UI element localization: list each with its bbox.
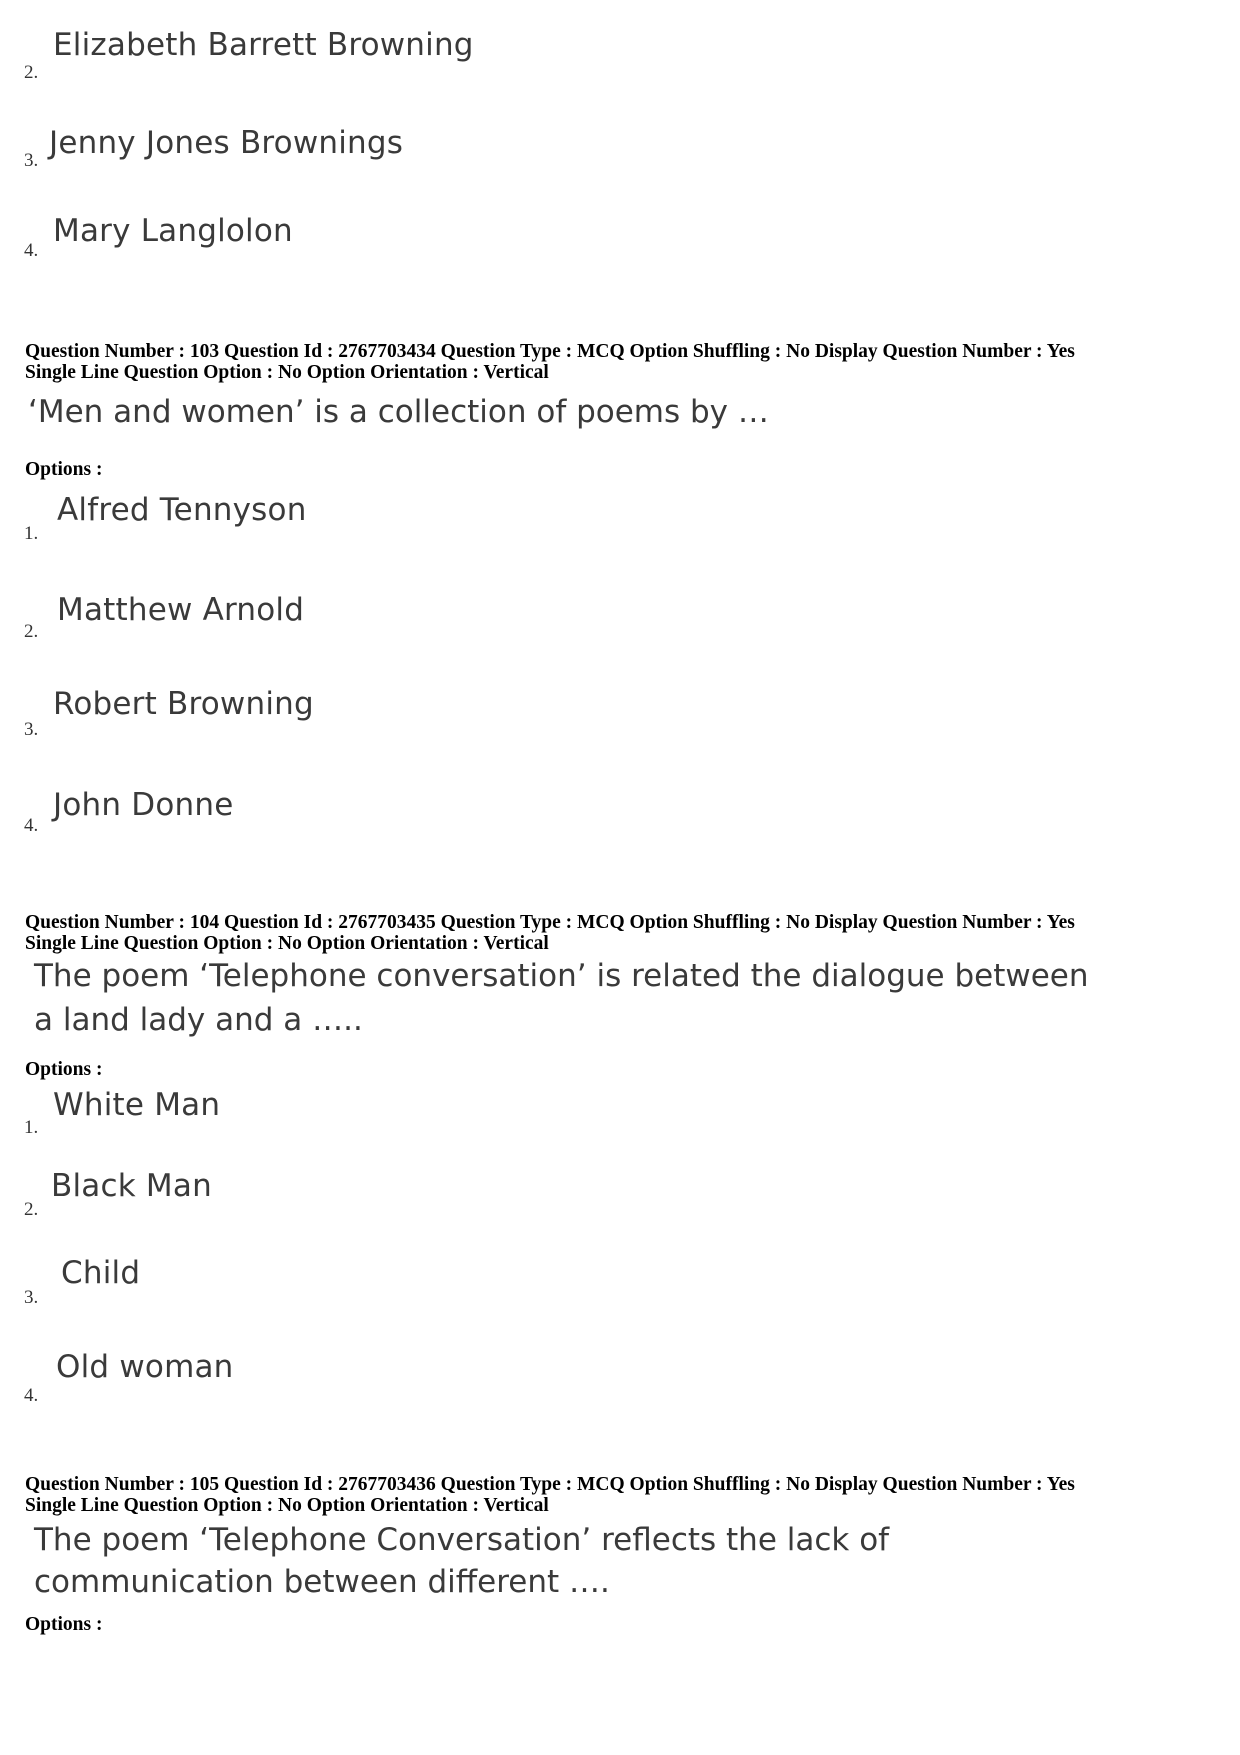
question-text-line2: communication between different …. bbox=[34, 1564, 610, 1600]
option-number: 2. bbox=[24, 621, 39, 642]
option-matthew-arnold: Matthew Arnold bbox=[57, 592, 305, 628]
question-text-line1: The poem ‘Telephone conversation’ is related the dialogue between bbox=[34, 958, 1089, 994]
question-meta-line2: Single Line Question Option : No Option Orientation : Vertical bbox=[25, 1495, 549, 1516]
option-text: Jenny Jones Brownings bbox=[49, 125, 404, 161]
option-number: 2. bbox=[24, 1199, 39, 1220]
options-label: Options : bbox=[25, 1059, 103, 1080]
question-meta-line1: Question Number : 103 Question Id : 2767703434 Question Type : MCQ Option Shuffling : No Display Question Number : Yes bbox=[25, 341, 1075, 362]
question-meta-line2: Single Line Question Option : No Option Orientation : Vertical bbox=[25, 933, 549, 954]
question-text: ‘Men and women’ is a collection of poems by … bbox=[28, 394, 769, 430]
option-child: Child bbox=[61, 1255, 141, 1291]
question-meta-line1: Question Number : 104 Question Id : 2767703435 Question Type : MCQ Option Shuffling : No Display Question Number : Yes bbox=[25, 912, 1075, 933]
option-old-woman: Old woman bbox=[56, 1349, 234, 1385]
question-meta-line2: Single Line Question Option : No Option Orientation : Vertical bbox=[25, 362, 549, 383]
option-john-donne: John Donne bbox=[53, 787, 234, 823]
question-text-line2: a land lady and a ….. bbox=[34, 1002, 363, 1038]
option-number: 4. bbox=[24, 240, 39, 261]
option-number: 2. bbox=[24, 62, 39, 83]
question-meta-line1: Question Number : 105 Question Id : 2767703436 Question Type : MCQ Option Shuffling : No Display Question Number : Yes bbox=[25, 1474, 1075, 1495]
option-text: Mary Langlolon bbox=[53, 213, 293, 249]
option-number: 3. bbox=[24, 150, 39, 171]
options-label: Options : bbox=[25, 459, 103, 480]
options-label: Options : bbox=[25, 1614, 103, 1635]
option-text: Elizabeth Barrett Browning bbox=[53, 27, 474, 63]
question-text-line1: The poem ‘Telephone Conversation’ reflects the lack of bbox=[34, 1522, 890, 1558]
option-black-man: Black Man bbox=[51, 1168, 212, 1204]
option-white-man: White Man bbox=[53, 1087, 221, 1123]
option-number: 1. bbox=[24, 1117, 39, 1138]
option-number: 1. bbox=[24, 523, 39, 544]
option-alfred-tennyson: Alfred Tennyson bbox=[57, 492, 307, 528]
option-number: 4. bbox=[24, 1385, 39, 1406]
option-number: 3. bbox=[24, 1287, 39, 1308]
option-robert-browning: Robert Browning bbox=[53, 686, 314, 722]
option-number: 4. bbox=[24, 815, 39, 836]
option-number: 3. bbox=[24, 719, 39, 740]
